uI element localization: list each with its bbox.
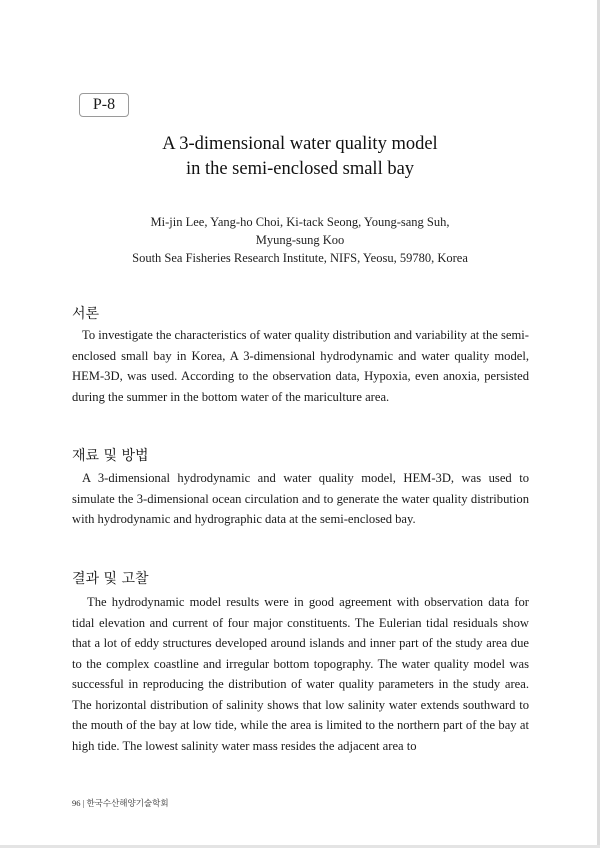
section-body-introduction: To investigate the characteristics of water quality distribution and variability at the semi-enclosed small bay in Korea, A 3-dimensional hydrodynamic and water quality model, HEM-3D, was used. According to the observation data, Hypoxia, even anoxia, persisted during the summer in the bottom water of the mariculture area. xyxy=(72,328,529,404)
section-heading-introduction: 서론 xyxy=(72,306,100,322)
section-heading-methods: 재료 및 방법 xyxy=(72,448,149,464)
paper-title-line-2: in the semi-enclosed small bay xyxy=(185,159,415,179)
section-heading-results: 결과 및 고찰 xyxy=(72,571,149,587)
poster-number-tag: P-8 xyxy=(79,93,129,117)
paper-title-line-1: A 3-dimensional water quality model xyxy=(162,134,438,154)
author-list-line-2: Myung-sung Koo xyxy=(255,233,345,247)
section-body-results: The hydrodynamic model results were in good agreement with observation data for tidal elevation and current of four major constituents. The Eulerian tidal residuals show that a lot of eddy structures developed around islands and inner part of the study area due to the complex coastline and irregular bottom topography. The water quality model was successful in reproducing the distribution of water quality parameters in the study area. The horizontal distribution of salinity shows that low salinity water extends southward to the mouth of the bay at low tide, while the area is limited to the northern part of the bay at high tide. The lowest salinity water mass resides the adjacent area to xyxy=(72,595,529,753)
page-footer: 96 | 한국수산해양기술학회 xyxy=(72,798,169,808)
section-body-methods: A 3-dimensional hydrodynamic and water quality model, HEM-3D, was used to simulate the 3-dimensional ocean circulation and to generate the water quality distribution with hydrodynamic and hydrographic data at the semi-enclosed bay. xyxy=(72,471,529,526)
author-list-line-1: Mi-jin Lee, Yang-ho Choi, Ki-tack Seong, Young-sang Suh, xyxy=(150,215,450,229)
author-affiliation: South Sea Fisheries Research Institute, NIFS, Yeosu, 59780, Korea xyxy=(132,251,468,265)
